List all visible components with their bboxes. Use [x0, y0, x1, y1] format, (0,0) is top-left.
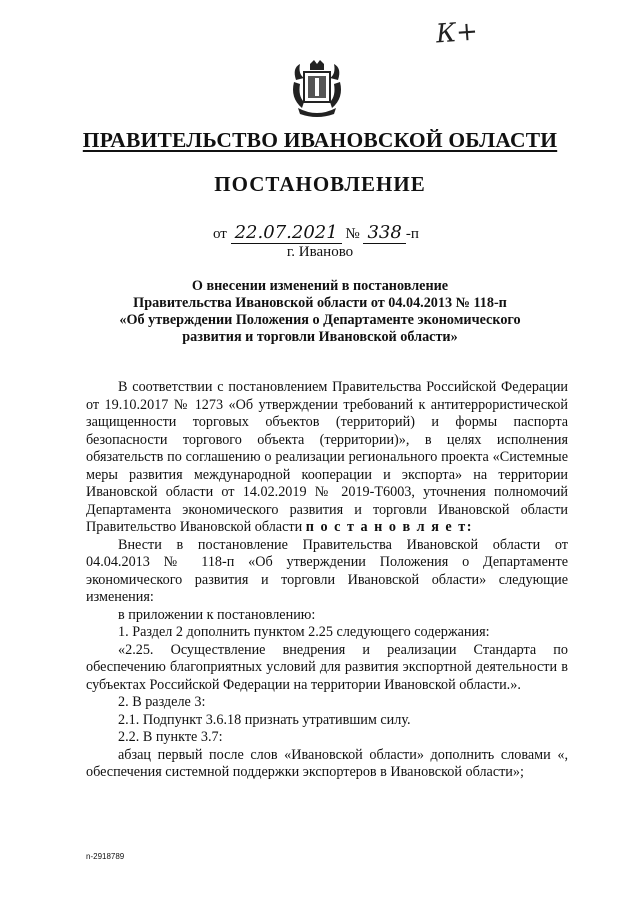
handwritten-mark: К+	[435, 16, 479, 50]
city: г. Иваново	[286, 244, 354, 260]
resolves-word: п о с т а н о в л я е т:	[305, 519, 473, 535]
preamble-text: В соответствии с постановлением Правительства Российской Федерации от 19.10.2017 № 1273 «Об утверждении требований к антитеррористической защищенности торговых объектов (территорий) и формы паспорта безопасности торгового объекта (территории)», в целях исполнения обязательств по соглашению о реализации регионального проекта «Системные меры развития международной кооперации и экспорта» на территории Ивановской области от 14.02.2019 № 2019-Т6003, уточнения полномочий Департамента экономического развития и торговли Ивановской области Правительство Ивановской области	[86, 379, 568, 535]
body-paragraph: 2.2. В пункте 3.7:	[118, 729, 223, 745]
document-subject	[60, 278, 580, 346]
subject-line: развития и торговли Ивановской области»	[182, 329, 458, 345]
document-body	[86, 379, 568, 782]
coat-of-arms-icon	[288, 58, 346, 120]
subject-line: Правительства Ивановской области от 04.04.2013 № 118-п	[133, 295, 507, 311]
document-code: n-2918789	[86, 852, 125, 861]
subject-line: «Об утверждении Положения о Департаменте экономического	[119, 312, 521, 328]
body-paragraph: «2.25. Осуществление внедрения и реализации Стандарта по обеспечению благоприятных условий для развития экспортной деятельности в субъектах Российской Федерации на территории Ивановской области.».	[86, 641, 568, 693]
preamble-paragraph	[86, 379, 568, 537]
document-number: 338	[363, 222, 405, 244]
body-paragraph: Внести в постановление Правительства Ивановской области от 04.04.2013 № 118-п «Об утверждении Положения о Департаменте экономического развития и торговли Ивановской области» следующие изменения:	[86, 536, 568, 605]
body-paragraph: абзац первый после слов «Ивановской области» дополнить словами «, обеспечения системной поддержки экспортеров в Ивановской области»;	[86, 746, 568, 780]
number-suffix: -п	[405, 226, 419, 242]
body-paragraph: 1. Раздел 2 дополнить пунктом 2.25 следующего содержания:	[118, 624, 490, 640]
subject-line: О внесении изменений в постановление	[191, 278, 449, 294]
from-label: от	[213, 226, 227, 242]
document-type: ПОСТАНОВЛЕНИЕ	[214, 172, 426, 196]
document-date: 22.07.2021	[231, 222, 342, 244]
number-label: №	[345, 226, 360, 242]
government-title: ПРАВИТЕЛЬСТВО ИВАНОВСКОЙ ОБЛАСТИ	[82, 128, 558, 152]
body-paragraph: в приложении к постановлению:	[118, 606, 316, 623]
body-paragraph: 2. В разделе 3:	[118, 694, 206, 710]
document-meta	[213, 222, 419, 244]
body-paragraph: 2.1. Подпункт 3.6.18 признать утратившим силу.	[118, 711, 411, 728]
